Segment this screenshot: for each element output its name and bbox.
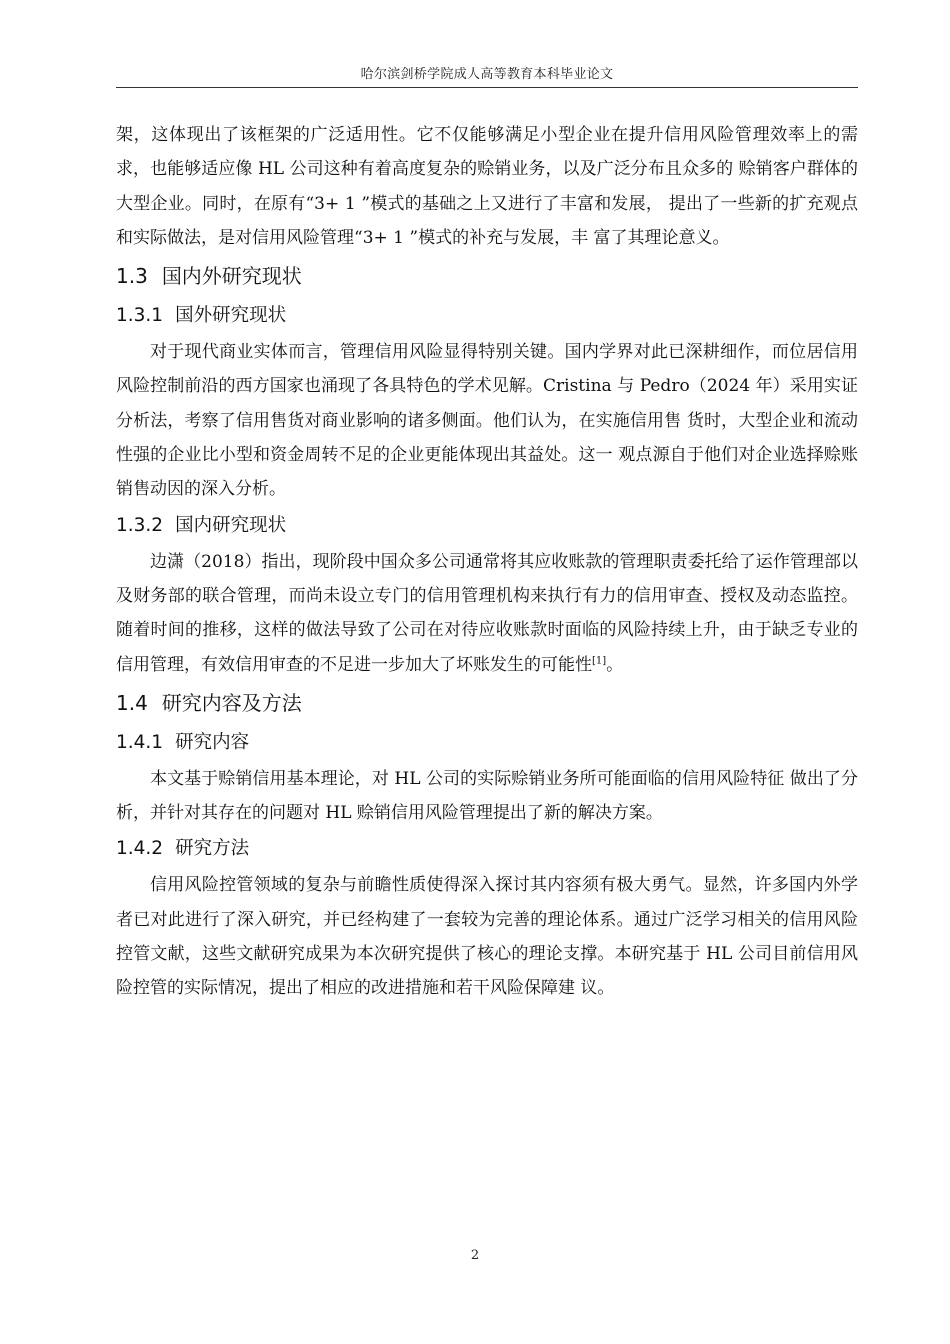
paragraph-text: 边潇（2018）指出，现阶段中国众多公司通常将其应收账款的管理职责委托给了运作管理部以及财务部的联合管理，而尚未设立专门的信用管理机构来执行有力的信用审查、授权及动态监控。随着时间的推移，这样的做法导致了公司在对待应收账款时面临的风险持续上升，由于缺乏专业的信用管理，有效信用审查的不足进一步加大了坏账发生的可能性 — [116, 551, 858, 675]
subsection-heading-1-4-2 — [116, 830, 858, 868]
paragraph-framework-applicability: 架，这体现出了该框架的广泛适用性。它不仅能够满足小型企业在提升信用风险管理效率上的需求，也能够适应像 HL 公司这种有着高度复杂的赊销业务，以及广泛分布且众多的 赊销客户群体的大型企业。同时，在原有“3+ 1 ”模式的基础之上又进行了丰富和发展， 提出了一些新的扩充观点和实际做法，是对信用风险管理“3+ 1 ”模式的补充与发展，丰 富了其理论意义。 — [116, 125, 858, 248]
subsection-title: 研究方法 — [175, 838, 250, 860]
paragraph-foreign-research: 对于现代商业实体而言，管理信用风险显得特别关键。国内学界对此已深耕细作，而位居信用风险控制前沿的西方国家也涌现了各具特色的学术见解。Cristina 与 Pedro（2024 年）采用实证分析法，考察了信用售货对商业影响的诸多侧面。他们认为，在实施信用售 货时，大型企业和流动性强的企业比小型和资金周转不足的企业更能体现出其益处。这一 观点源自于他们对企业选择赊账销售动因的深入分析。 — [116, 342, 858, 500]
paragraph-research-method: 信用风险控管领域的复杂与前瞻性质使得深入探讨其内容须有极大勇气。显然，许多国内外学者已对此进行了深入研究，并已经构建了一套较为完善的理论体系。通过广泛学习相关的信用风险控管文献，这些文献研究成果为本次研究提供了核心的理论支撑。本研究基于 HL 公司目前信用风险控管的实际情况，提出了相应的改进措施和若干风险保障建 议。 — [116, 875, 858, 999]
subsection-title: 研究内容 — [175, 731, 250, 753]
subsection-heading-1-3-1 — [116, 297, 858, 335]
page-content — [116, 118, 858, 1006]
section-number: 1.3 — [116, 264, 148, 289]
section-title: 研究内容及方法 — [161, 690, 302, 715]
citation-reference[interactable]: [1] — [592, 654, 607, 666]
subsection-number: 1.4.2 — [116, 838, 164, 860]
subsection-title: 国外研究现状 — [175, 305, 287, 327]
paragraph-domestic-research — [116, 545, 858, 682]
section-heading-1-4 — [116, 682, 858, 724]
page-header: 哈尔滨剑桥学院成人高等教育本科毕业论文 — [360, 67, 614, 82]
section-title: 国内外研究现状 — [161, 264, 302, 289]
section-number: 1.4 — [116, 690, 148, 715]
subsection-heading-1-4-1 — [116, 724, 858, 762]
paragraph-end-punctuation: 。 — [606, 654, 624, 675]
page-number: 2 — [470, 1248, 480, 1263]
header-rule — [116, 87, 858, 88]
subsection-number: 1.3.2 — [116, 514, 164, 536]
subsection-heading-1-3-2 — [116, 507, 858, 545]
paragraph-research-content: 本文基于赊销信用基本理论，对 HL 公司的实际赊销业务所可能面临的信用风险特征 做出了分析，并针对其存在的问题对 HL 赊销信用风险管理提出了新的解决方案。 — [116, 768, 858, 824]
section-heading-1-3 — [116, 255, 858, 297]
subsection-number: 1.3.1 — [116, 305, 164, 327]
subsection-title: 国内研究现状 — [175, 514, 287, 536]
subsection-number: 1.4.1 — [116, 731, 164, 753]
